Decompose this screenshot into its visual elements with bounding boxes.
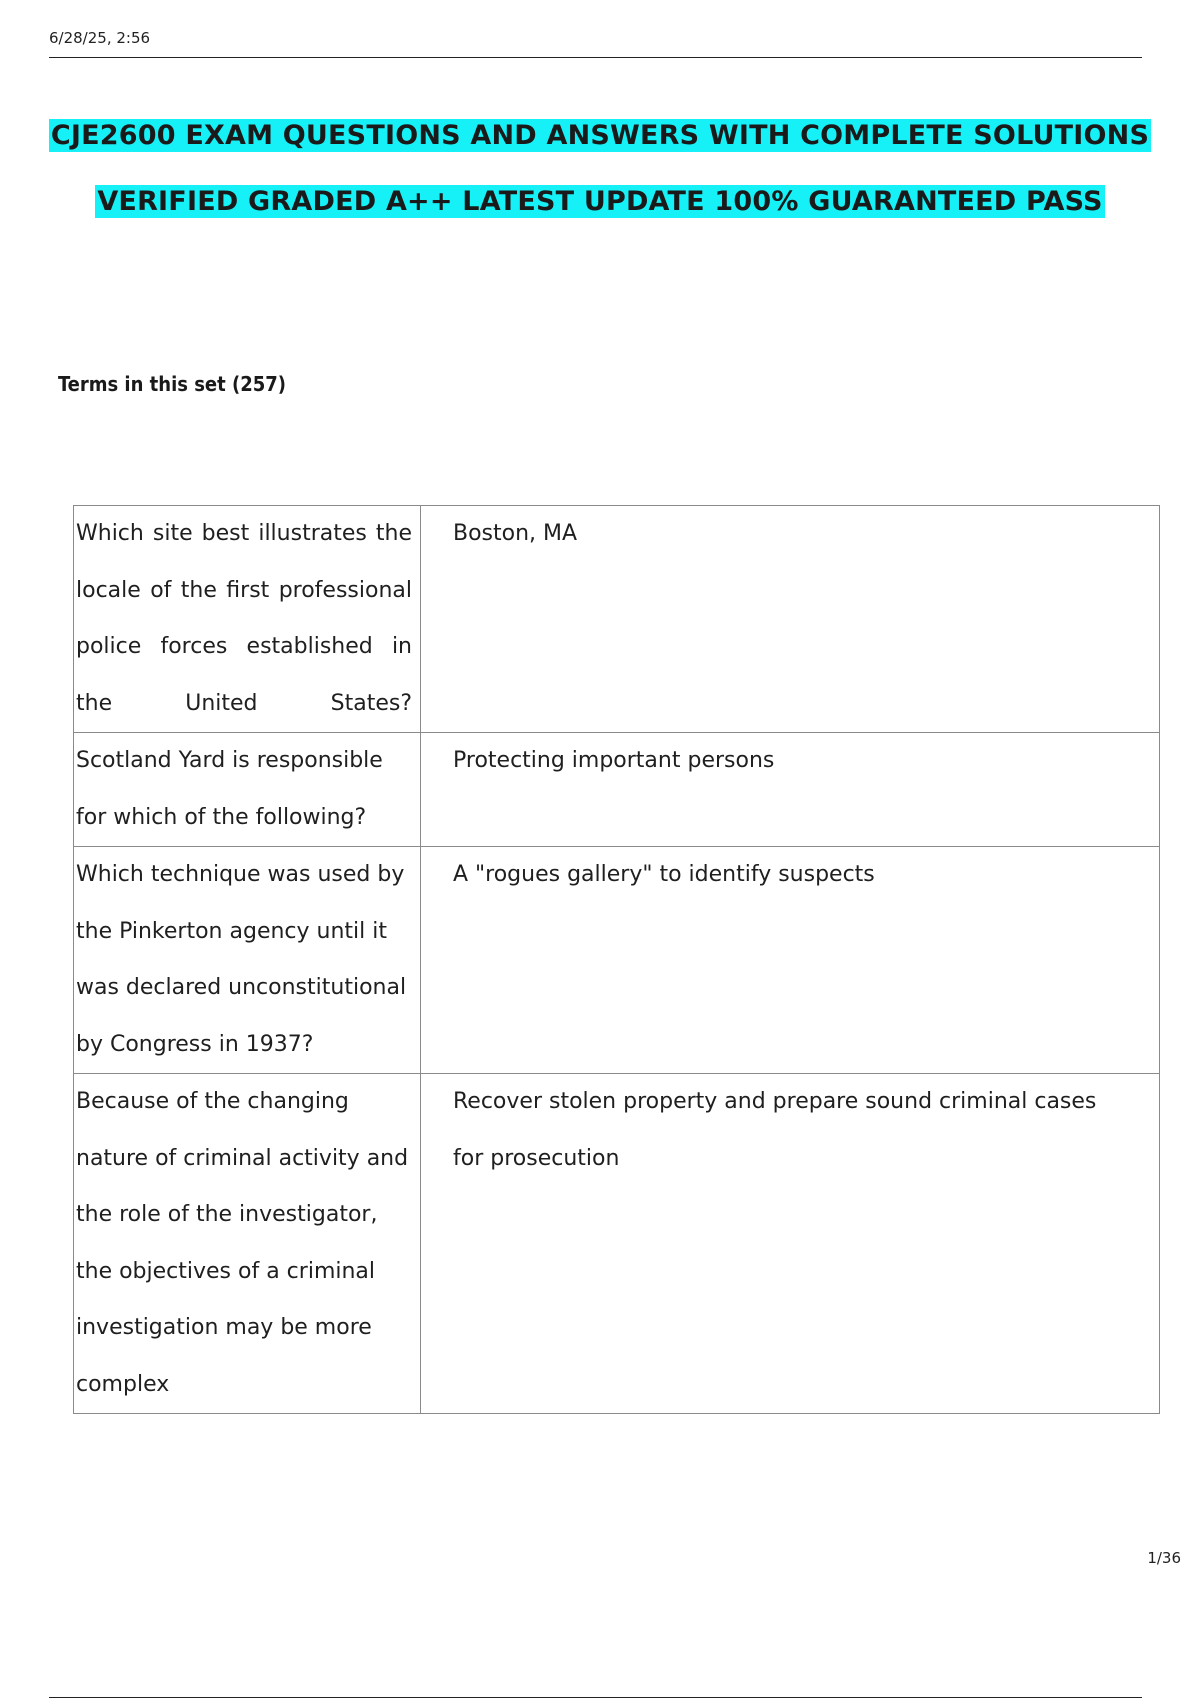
definition-cell: A "rogues gallery" to identify suspects [421,847,1160,1074]
page-number: 1/36 [1147,1549,1181,1567]
document-title-line-2 [0,186,1200,217]
print-timestamp: 6/28/25, 2:56 [49,29,151,47]
terms-table [73,505,1160,1414]
title-highlight-2: VERIFIED GRADED A++ LATEST UPDATE 100% GUARANTEED PASS [97,186,1103,217]
table-row [74,847,1160,1074]
term-cell: Because of the changing nature of criminal activity and the role of the investigator, the objectives of a criminal investigation may be more complex [74,1074,421,1414]
table-row [74,733,1160,847]
term-cell: Which technique was used by the Pinkerton agency until it was declared unconstitutional by Congress in 1937? [74,847,421,1074]
definition-cell: Protecting important persons [421,733,1160,847]
terms-set-heading: Terms in this set (257) [58,372,286,396]
document-title-line-1 [0,120,1200,151]
table-row [74,506,1160,733]
footer-divider [49,1697,1142,1698]
table-row [74,1074,1160,1414]
term-cell: Which site best illustrates the locale of the first professional police forces established in the United States? [74,506,421,733]
definition-cell: Recover stolen property and prepare sound criminal cases for prosecution [421,1074,1160,1414]
term-cell: Scotland Yard is responsible for which of the following? [74,733,421,847]
definition-cell: Boston, MA [421,506,1160,733]
header-divider [49,57,1142,58]
title-highlight-1: CJE2600 EXAM QUESTIONS AND ANSWERS WITH COMPLETE SOLUTIONS [50,120,1150,151]
